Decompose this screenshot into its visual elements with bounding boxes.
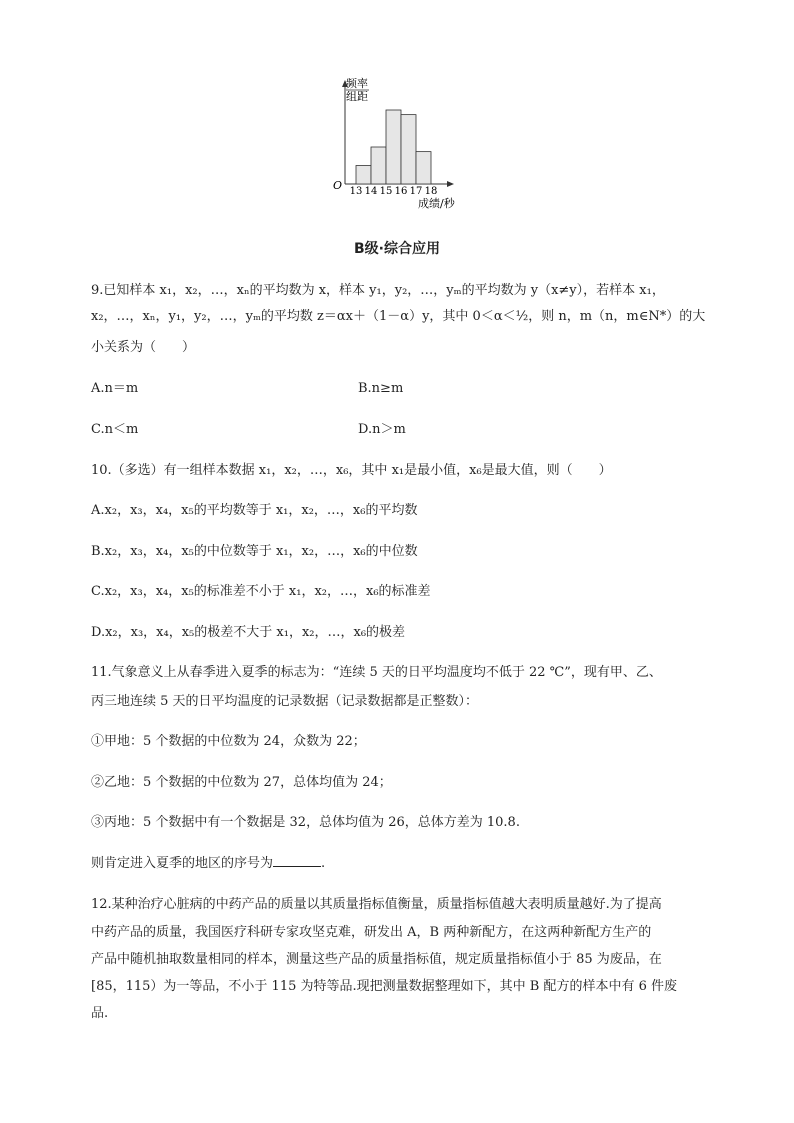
histogram-bar-4 (401, 115, 416, 184)
q9-line-1: 9.已知样本 x₁，x₂，…，xₙ的平均数为 x，样本 y₁，y₂，…，yₘ的平均数为 y（x≠y），若样本 x₁， (91, 283, 665, 298)
x-tick-label: 14 (364, 186, 378, 197)
frequency-histogram (320, 70, 470, 220)
histogram-bar-2 (371, 147, 386, 184)
q11-ask (91, 854, 325, 874)
q10-option-c: C.x₂，x₃，x₄，x₅的标准差不小于 x₁，x₂，…，x₆的标准差 (91, 584, 431, 599)
q9-line-3: 小关系为（ ） (91, 340, 196, 355)
x-tick-label: 16 (394, 186, 408, 197)
q10-stem: 10.（多选）有一组样本数据 x₁，x₂，…，x₆，其中 x₁是最小值，x₆是最大值，则（ ） (91, 463, 612, 478)
histogram-bar-5 (416, 152, 431, 184)
answer-blank (273, 854, 321, 867)
section-title: B级·综合应用 (354, 241, 440, 257)
q11-line-1: 11.气象意义上从春季进入夏季的标志为：“连续 5 天的日平均温度均不低于 22 ℃”，现有甲、乙、 (91, 665, 662, 680)
q10-option-d: D.x₂，x₃，x₄，x₅的极差不大于 x₁，x₂，…，x₆的极差 (91, 625, 406, 640)
histogram-bar-3 (386, 110, 401, 184)
q10-option-b: B.x₂，x₃，x₄，x₅的中位数等于 x₁，x₂，…，x₆的中位数 (91, 544, 418, 559)
origin-label: O (333, 179, 343, 192)
q9-option-a: A.n＝m (91, 381, 139, 396)
x-tick-label: 17 (409, 186, 423, 197)
q9-option-b: B.n≥m (358, 381, 404, 396)
q12-line-5: 品. (91, 1006, 109, 1021)
q9-option-d: D.n＞m (358, 422, 406, 437)
q12-line-4: [85，115）为一等品，不小于 115 为特等品.现把测量数据整理如下，其中 B 配方的样本中有 6 件废 (91, 979, 677, 994)
q9-option-c: C.n＜m (91, 422, 139, 437)
q11-item-3: ③丙地：5 个数据中有一个数据是 32，总体均值为 26，总体方差为 10.8. (91, 815, 520, 830)
q9-line-2: x₂，…，xₙ，y₁，y₂，…，yₘ的平均数 z＝αx＋（1－α）y，其中 0＜α＜½，则 n，m（n，m∈N*）的大 (91, 309, 706, 324)
q10-option-a: A.x₂，x₃，x₄，x₅的平均数等于 x₁，x₂，…，x₆的平均数 (91, 503, 418, 518)
x-axis-label: 成绩/秒 (418, 197, 455, 210)
y-label-top: 频率 (346, 77, 368, 90)
x-axis-arrow (447, 181, 454, 187)
q11-item-2: ②乙地：5 个数据的中位数为 27，总体均值为 24； (91, 775, 392, 790)
histogram-bar-1 (356, 166, 371, 185)
q12-line-3: 产品中随机抽取数量相同的样本，测量这些产品的质量指标值，规定质量指标值小于 85 为废品，在 (91, 952, 662, 967)
q11-ask-text: 则肯定进入夏季的地区的序号为 (91, 856, 274, 871)
q11-line-2: 丙三地连续 5 天的日平均温度的记录数据（记录数据都是正整数）： (91, 694, 479, 709)
x-tick-label: 18 (424, 186, 438, 197)
q12-line-2: 中药产品的质量，我国医疗科研专家攻坚克难，研发出 A，B 两种新配方，在这两种新配方生产的 (91, 925, 652, 940)
q11-item-1: ①甲地：5 个数据的中位数为 24，众数为 22； (91, 734, 366, 749)
y-label-bottom: 组距 (346, 90, 368, 103)
x-tick-label: 15 (379, 186, 393, 197)
x-tick-label: 13 (349, 186, 363, 197)
period: . (321, 856, 326, 871)
q12-line-1: 12.某种治疗心脏病的中药产品的质量以其质量指标值衡量，质量指标值越大表明质量越好.为了提高 (91, 897, 662, 912)
